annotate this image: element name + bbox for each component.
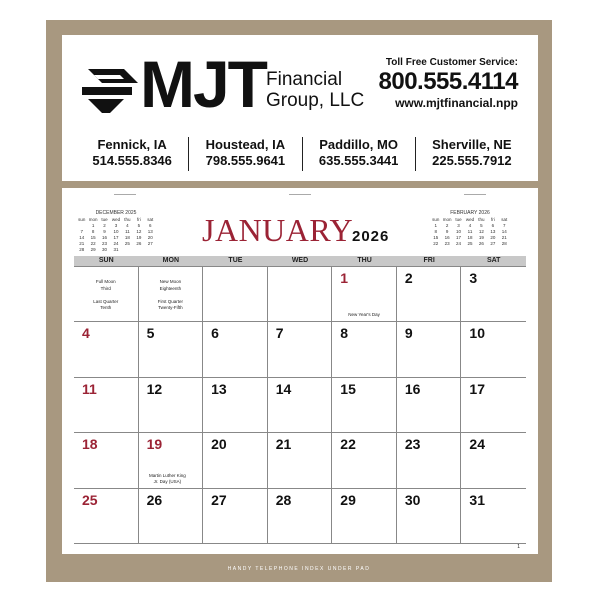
day-cell (139, 322, 204, 377)
weekday-label: TUE (228, 257, 243, 264)
mini-day: 13 (147, 229, 153, 234)
footer-note: HANDY TELEPHONE INDEX UNDER PAD (227, 566, 371, 572)
mini-weekday: sat (147, 217, 154, 222)
branch-city: Houstead, IA (205, 137, 286, 152)
day-number: 7 (275, 325, 284, 342)
branch-phone: 798.555.9641 (205, 153, 286, 168)
branch-item (76, 137, 188, 171)
mini-day: 25 (467, 241, 473, 246)
day-number: 11 (82, 380, 97, 397)
day-number: 14 (275, 380, 292, 397)
day-cell (74, 267, 139, 322)
mini-day: 26 (478, 241, 484, 246)
moon-phase-line: New Moon (159, 279, 182, 284)
mini-day: 12 (136, 229, 142, 234)
day-number: 24 (469, 436, 485, 453)
day-number: 27 (211, 491, 227, 508)
mini-weekday: tue (101, 217, 108, 222)
mini-day: 30 (102, 247, 108, 252)
branch-item (188, 137, 301, 171)
day-number: 26 (146, 491, 163, 508)
mini-day: 15 (90, 235, 96, 240)
mini-day: 14 (79, 235, 85, 240)
branch-item (415, 137, 528, 171)
day-number: 6 (211, 325, 219, 342)
mini-day: 1 (434, 223, 437, 228)
weekday-label: THU (357, 257, 372, 264)
mini-day: 9 (103, 229, 106, 234)
mini-day: 18 (467, 235, 473, 240)
mini-day: 16 (102, 235, 108, 240)
weekday-label: SUN (98, 257, 114, 264)
mini-weekday: sun (432, 217, 440, 222)
moon-phase-line: Eighteenth (159, 285, 182, 291)
day-number: 4 (82, 325, 90, 342)
day-number: 5 (146, 325, 155, 342)
mini-day: 9 (445, 229, 449, 234)
mini-day: 8 (434, 229, 437, 234)
mini-day: 16 (444, 235, 450, 240)
month-title: JANUARY (202, 212, 354, 248)
mini-day: 8 (91, 229, 95, 234)
branch-item (302, 137, 415, 171)
day-number: 30 (404, 491, 421, 508)
day-cell (203, 489, 268, 544)
day-cell (268, 267, 333, 322)
mini-day: 4 (468, 223, 472, 228)
mini-calendar-next (430, 210, 510, 247)
mini-day: 17 (456, 235, 462, 240)
day-cell (74, 322, 139, 377)
day-cell (139, 489, 204, 544)
day-cell (74, 489, 139, 544)
moon-phase-notes (74, 279, 138, 312)
mini-day: 13 (490, 229, 496, 234)
mini-day: 14 (501, 229, 507, 234)
day-number: 8 (340, 325, 349, 342)
branch-phone: 225.555.7912 (432, 153, 512, 168)
day-cell (268, 322, 333, 377)
mini-weekday: thu (124, 217, 131, 222)
hanger-mark (464, 194, 486, 195)
mini-day: 3 (114, 223, 118, 228)
day-number: 10 (469, 325, 485, 342)
mini-day: 2 (445, 223, 449, 228)
moon-phase-line: Third (100, 285, 111, 291)
day-number: 31 (469, 491, 485, 508)
day-cell (203, 322, 268, 377)
advertiser-header (62, 35, 538, 181)
day-cell (461, 267, 526, 322)
moon-phase-line: Tenth (100, 305, 112, 310)
day-cell (461, 489, 526, 544)
day-cell (203, 378, 268, 433)
day-number: 15 (340, 380, 356, 397)
day-cell (332, 322, 397, 377)
page-number: 1 (517, 544, 520, 550)
mini-calendar-previous (76, 210, 156, 253)
moon-phase-line: Twenty-Fifth (158, 305, 183, 310)
day-cell (139, 267, 204, 322)
mini-day: 20 (147, 235, 153, 240)
mini-calendar-grid (76, 217, 156, 253)
day-number: 2 (404, 270, 413, 286)
customer-service (379, 57, 519, 110)
day-cell (268, 378, 333, 433)
mini-day: 12 (478, 229, 484, 234)
mini-day: 28 (79, 247, 85, 252)
company-subtitle (266, 69, 376, 111)
day-number: 9 (404, 325, 413, 342)
company-subtitle-line2: Group, LLC (266, 90, 365, 111)
day-cell (139, 378, 204, 433)
day-cell (397, 433, 462, 488)
mini-day: 22 (433, 241, 439, 246)
mini-calendar-title: DECEMBER 2025 (95, 210, 137, 216)
day-cell (74, 378, 139, 433)
day-cell (268, 489, 333, 544)
service-url: www.mjtfinancial.npp (395, 96, 518, 110)
mini-day: 10 (456, 229, 462, 234)
mini-day: 5 (137, 223, 141, 228)
day-number: 29 (340, 491, 356, 508)
mini-day: 4 (126, 223, 129, 228)
mini-day: 28 (501, 241, 507, 246)
moon-phase-line: First Quarter (157, 298, 183, 304)
mini-day: 31 (113, 247, 119, 252)
mini-day: 21 (501, 235, 507, 240)
day-number: 21 (275, 436, 292, 453)
mini-day: 2 (103, 223, 106, 228)
day-cell (332, 267, 397, 322)
mini-day: 29 (90, 247, 96, 252)
mini-day: 11 (467, 229, 473, 234)
day-number: 28 (275, 491, 292, 508)
hanger-mark (289, 194, 311, 195)
weekday-label: MON (162, 257, 180, 264)
mini-day: 26 (136, 241, 142, 246)
mini-calendar-title: FEBRUARY 2026 (450, 210, 490, 216)
logo-stripes-icon (80, 65, 140, 117)
day-number: 18 (82, 436, 98, 453)
mini-weekday: fri (136, 217, 141, 222)
day-number: 3 (469, 270, 478, 286)
mini-day: 3 (457, 223, 460, 228)
mini-day: 19 (478, 235, 484, 240)
day-number: 25 (82, 491, 98, 508)
branch-list (76, 137, 528, 171)
holiday-label: Martin Luther King Jr. Day (USA) (148, 472, 186, 484)
branch-city: Fennick, IA (97, 137, 167, 152)
mini-day (133, 247, 144, 253)
mini-day: 27 (147, 241, 153, 246)
mini-day: 19 (136, 235, 142, 240)
day-cell (203, 267, 268, 322)
mini-day: 24 (456, 241, 462, 246)
year-title: 2026 (352, 228, 390, 245)
mini-day: 15 (433, 235, 439, 240)
day-number: 1 (340, 270, 349, 286)
day-cell (139, 433, 204, 488)
hanger-mark (114, 194, 136, 195)
branch-city: Sherville, NE (432, 137, 512, 152)
day-cell (332, 378, 397, 433)
mini-day: 23 (444, 241, 450, 246)
mini-weekday: mon (442, 217, 452, 222)
mini-day: 7 (80, 229, 83, 234)
mini-weekday: wed (111, 217, 121, 222)
moon-phase-line: Full Moon (95, 279, 116, 284)
mini-weekday: sat (501, 217, 508, 222)
day-cell (397, 378, 462, 433)
day-number: 20 (211, 436, 227, 453)
weekday-label: WED (291, 257, 309, 264)
day-cell (74, 433, 139, 488)
mini-day: 10 (113, 229, 119, 234)
day-cell (461, 322, 526, 377)
mini-weekday: fri (490, 217, 495, 222)
mini-day: 23 (102, 241, 108, 246)
weekday-label: SAT (486, 257, 501, 264)
day-cell (461, 433, 526, 488)
mini-day: 17 (113, 235, 119, 240)
branch-phone: 514.555.8346 (92, 153, 172, 168)
company-subtitle-line1: Financial (266, 69, 343, 90)
mini-day: 20 (490, 235, 496, 240)
day-cell (397, 489, 462, 544)
mini-weekday: thu (478, 217, 485, 222)
mini-day: 18 (124, 235, 130, 240)
service-label: Toll Free Customer Service: (385, 57, 518, 68)
day-number: 12 (146, 380, 163, 397)
mini-day (122, 247, 133, 253)
mini-day: 27 (490, 241, 496, 246)
mini-day: 6 (491, 223, 495, 228)
day-number: 16 (404, 380, 421, 397)
weekday-header (74, 256, 526, 266)
day-cell (203, 433, 268, 488)
day-number: 23 (404, 436, 421, 453)
mini-day: 7 (503, 223, 506, 228)
day-cell (397, 322, 462, 377)
moon-phase-notes (139, 279, 203, 312)
day-number: 13 (211, 380, 227, 397)
branch-phone: 635.555.3441 (318, 153, 399, 168)
mini-day: 1 (91, 223, 95, 228)
mini-weekday: mon (88, 217, 98, 222)
logo-text: MJT (140, 47, 266, 121)
mini-day: 11 (125, 229, 130, 234)
mini-day (145, 247, 156, 253)
mini-day: 6 (149, 223, 152, 228)
mini-day: 21 (79, 241, 85, 246)
day-cell (397, 267, 462, 322)
mini-day: 5 (480, 223, 483, 228)
holiday-label: New Year's Day (348, 312, 380, 318)
month-grid (74, 266, 526, 544)
day-cell (268, 433, 333, 488)
calendar-board (46, 20, 552, 582)
day-number: 17 (469, 380, 485, 397)
day-number: 22 (340, 436, 356, 453)
day-cell (332, 489, 397, 544)
calendar-pad (62, 188, 538, 554)
day-number: 19 (146, 436, 163, 453)
day-cell (332, 433, 397, 488)
mini-weekday: sun (78, 217, 86, 222)
weekday-label: FRI (423, 257, 435, 264)
service-phone: 800.555.4114 (378, 68, 518, 95)
mini-weekday: tue (455, 217, 462, 222)
moon-phase-line: Last Quarter (93, 298, 119, 304)
day-cell (461, 378, 526, 433)
mini-day: 22 (90, 241, 96, 246)
mini-calendar-grid (430, 217, 510, 247)
mini-day: 25 (124, 241, 130, 246)
mini-day: 24 (113, 241, 119, 246)
branch-city: Paddillo, MO (319, 137, 398, 152)
mini-weekday: wed (465, 217, 475, 222)
